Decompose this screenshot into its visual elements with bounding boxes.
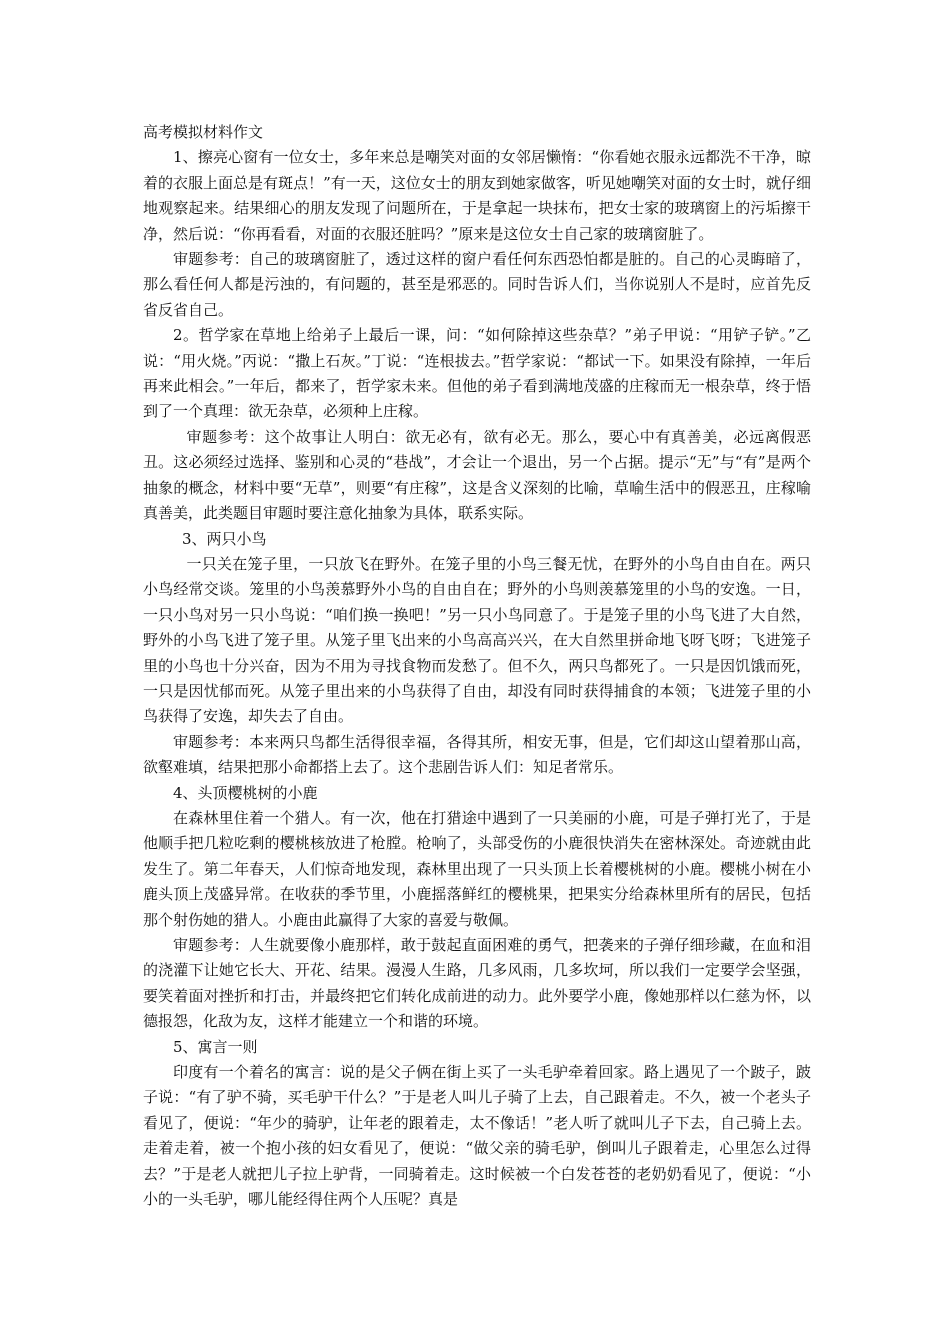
paragraph-analysis-1: 审题参考：自己的玻璃窗脏了，透过这样的窗户看任何东西恐怕都是脏的。自己的心灵晦暗了，那么看任何人都是污浊的，有问题的，甚至是邪恶的。同时告诉人们，当你说别人不是时，应首先反省反省自己。 [143, 250, 811, 319]
paragraph-story-2: 2。哲学家在草地上给弟子上最后一课，问：“如何除掉这些杂草？”弟子甲说：“用铲子铲。”乙说：“用火烧。”丙说：“撒上石灰。”丁说：“连根拔去。”哲学家说：“都试一下。如果没有除掉，一年后再来此相会。”一年后，都来了，哲学家未来。但他的弟子看到满地茂盛的庄稼而无一根杂草，终于悟到了一个真理：欲无杂草，必须种上庄稼。 [143, 326, 811, 421]
paragraph-analysis-3: 审题参考：本来两只鸟都生活得很幸福，各得其所，相安无事，但是，它们却这山望着那山高，欲壑难填，结果把那小命都搭上去了。这个悲剧告诉人们：知足者常乐。 [143, 732, 811, 777]
document-page [143, 120, 811, 1212]
section-heading-3: 3、两只小鸟 [182, 529, 267, 548]
paragraph-story-3: 一只关在笼子里，一只放飞在野外。在笼子里的小鸟三餐无忧，在野外的小鸟自由自在。两只小鸟经常交谈。笼里的小鸟羡慕野外小鸟的自由自在；野外的小鸟则羡慕笼里的小鸟的安逸。一日，一只小鸟对另一只小鸟说：“咱们换一换吧！”另一只小鸟同意了。于是笼子里的小鸟飞进了大自然，野外的小鸟飞进了笼子里。从笼子里飞出来的小鸟高高兴兴，在大自然里拼命地飞呀飞呀；飞进笼子里的小鸟也十分兴奋，因为不用为寻找食物而发愁了。但不久，两只鸟都死了。一只是因饥饿而死，一只是因忧郁而死。从笼子里出来的小鸟获得了自由，却没有同时获得捕食的本领；飞进笼子里的小鸟获得了安逸，却失去了自由。 [143, 554, 811, 726]
paragraph-analysis-4: 审题参考：人生就要像小鹿那样，敢于鼓起直面困难的勇气，把袭来的子弹仔细珍藏，在血和泪的浇灌下让她它长大、开花、结果。漫漫人生路，几多风雨，几多坎坷，所以我们一定要学会坚强，要笑着面对挫折和打击，并最终把它们转化成前进的动力。此外要学小鹿，像她那样以仁慈为怀，以德报怨，化敌为友，这样才能建立一个和谐的环境。 [143, 936, 811, 1031]
section-heading-5: 5、寓言一则 [173, 1037, 258, 1056]
section-heading-4: 4、头顶樱桃树的小鹿 [173, 783, 318, 802]
document-title: 高考模拟材料作文 [143, 123, 264, 141]
paragraph-analysis-2: 审题参考：这个故事让人明白：欲无必有，欲有必无。那么，要心中有真善美，必远离假恶丑。这必须经过选择、鉴别和心灵的“巷战”，才会让一个退出，另一个占据。提示“无”与“有”是两个抽象的概念，材料中要“无草”，则要“有庄稼”，这是含义深刻的比喻，草喻生活中的假恶丑，庄稼喻真善美，此类题目审题时要注意化抽象为具体，联系实际。 [143, 427, 811, 523]
paragraph-story-4: 在森林里住着一个猎人。有一次，他在打猎途中遇到了一只美丽的小鹿，可是子弹打光了，于是他顺手把几粒吃剩的樱桃核放进了枪膛。枪响了，头部受伤的小鹿很快消失在密林深处。奇迹就由此发生了。第二年春天，人们惊奇地发现，森林里出现了一只头顶上长着樱桃树的小鹿。樱桃小树在小鹿头顶上茂盛异常。在收获的季节里，小鹿摇落鲜红的樱桃果，把果实分给森林里所有的居民，包括那个射伤她的猎人。小鹿由此赢得了大家的喜爱与敬佩。 [143, 808, 811, 929]
paragraph-story-5: 印度有一个着名的寓言：说的是父子俩在街上买了一头毛驴牵着回家。路上遇见了一个跛子，跛子说：“有了驴不骑，买毛驴干什么？”于是老人叫儿子骑了上去，自己跟着走。不久，被一个老头子看见了，便说：“年少的骑驴，让年老的跟着走，太不像话！”老人听了就叫儿子下去，自己骑上去。走着走着，被一个抱小孩的妇女看见了，便说：“做父亲的骑毛驴，倒叫儿子跟着走，心里怎么过得去？”于是老人就把儿子拉上驴背，一同骑着走。这时候被一个白发苍苍的老奶奶看见了，便说：“小小的一头毛驴，哪儿能经得住两个人压呢？真是 [143, 1063, 811, 1209]
paragraph-story-1: 1、擦亮心窗有一位女士，多年来总是嘲笑对面的女邻居懒惰：“你看她衣服永远都洗不干净，晾着的衣服上面总是有斑点！”有一天，这位女士的朋友到她家做客，听见她嘲笑对面的女士时，就仔细地观察起来。结果细心的朋友发现了问题所在，于是拿起一块抹布，把女士家的玻璃窗上的污垢擦干净，然后说：“你再看看，对面的衣服还脏吗？”原来是这位女士自己家的玻璃窗脏了。 [143, 148, 811, 243]
